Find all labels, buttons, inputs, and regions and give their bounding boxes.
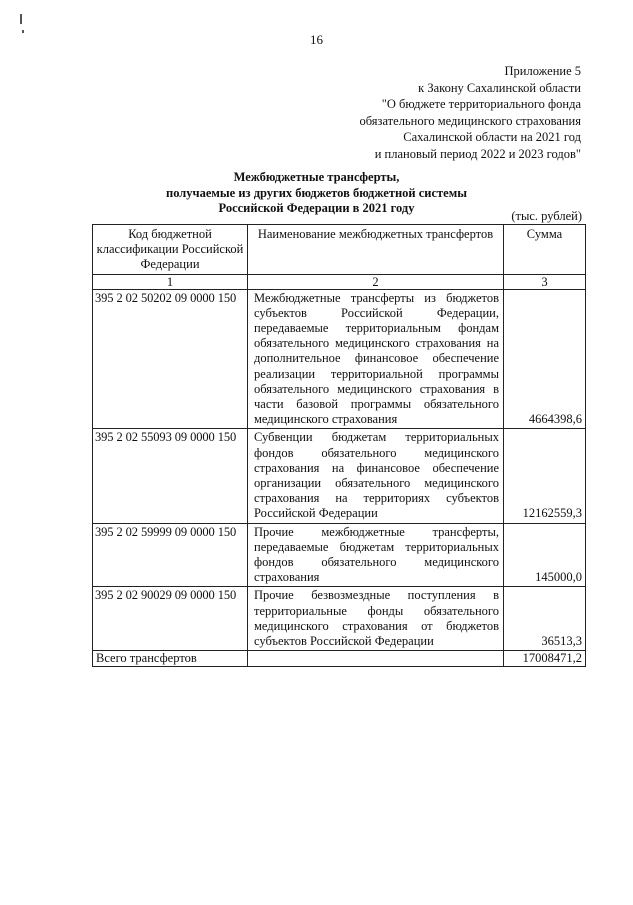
appendix-line: Приложение 5 xyxy=(504,64,581,78)
units-label: (тыс. рублей) xyxy=(511,209,582,223)
column-number: 3 xyxy=(504,274,586,289)
appendix-line: и плановый период 2022 и 2023 годов" xyxy=(374,146,581,161)
appendix-line: к Закону Сахалинской области xyxy=(418,80,581,95)
total-row xyxy=(93,651,586,667)
appendix-reference xyxy=(359,63,581,162)
header-amount: Сумма xyxy=(504,225,586,275)
title-line: Межбюджетные трансферты, xyxy=(233,170,400,184)
total-amount: 17008471,2 xyxy=(504,651,586,667)
header-code: Код бюджетной классификации Российской Федерации xyxy=(93,225,248,275)
row-code: 395 2 02 50202 09 0000 150 xyxy=(93,289,248,429)
row-name: Прочие межбюджетные трансферты, передаваемые бюджетам территориальных фондов обязательного медицинского страхования xyxy=(248,523,504,587)
row-amount: 4664398,6 xyxy=(504,289,586,429)
appendix-line: "О бюджете территориального фонда xyxy=(381,97,581,111)
row-name: Межбюджетные трансферты из бюджетов субъектов Российской Федерации, передаваемые территориальным фондам обязательного медицинского страхования на дополнительное финансовое обеспечение реализации территориальной программы обязательного медицинского страхования в части базовой программы обязательного медицинского страхования xyxy=(248,289,504,429)
row-code: 395 2 02 59999 09 0000 150 xyxy=(93,523,248,587)
table-row xyxy=(93,289,586,429)
row-amount: 145000,0 xyxy=(504,523,586,587)
table-row xyxy=(93,587,586,651)
scan-mark-top xyxy=(20,14,22,24)
column-number: 1 xyxy=(93,274,248,289)
total-empty-cell xyxy=(248,651,504,667)
table-row xyxy=(93,429,586,523)
table-row xyxy=(93,523,586,587)
page-number: 16 xyxy=(310,32,323,47)
header-name: Наименование межбюджетных трансфертов xyxy=(248,225,504,275)
title-line: Российской Федерации в 2021 году xyxy=(218,201,415,215)
row-code: 395 2 02 55093 09 0000 150 xyxy=(93,429,248,523)
row-code: 395 2 02 90029 09 0000 150 xyxy=(93,587,248,651)
transfers-table xyxy=(92,224,586,667)
row-amount: 12162559,3 xyxy=(504,429,586,523)
row-name: Субвенции бюджетам территориальных фондов обязательного медицинского страхования на финансовое обеспечение организации обязательного медицинского страхования на территориях субъектов Российской Федерации xyxy=(248,429,504,523)
column-number: 2 xyxy=(248,274,504,289)
column-number-row xyxy=(93,274,586,289)
total-label: Всего трансфертов xyxy=(93,651,248,667)
title-line: получаемые из других бюджетов бюджетной системы xyxy=(166,185,467,200)
row-name: Прочие безвозмездные поступления в территориальные фонды обязательного медицинского страхования от бюджетов субъектов Российской Федерации xyxy=(248,587,504,651)
table-header-row xyxy=(93,225,586,275)
row-amount: 36513,3 xyxy=(504,587,586,651)
appendix-line: обязательного медицинского страхования xyxy=(359,113,581,128)
appendix-line: Сахалинской области на 2021 год xyxy=(403,130,581,144)
